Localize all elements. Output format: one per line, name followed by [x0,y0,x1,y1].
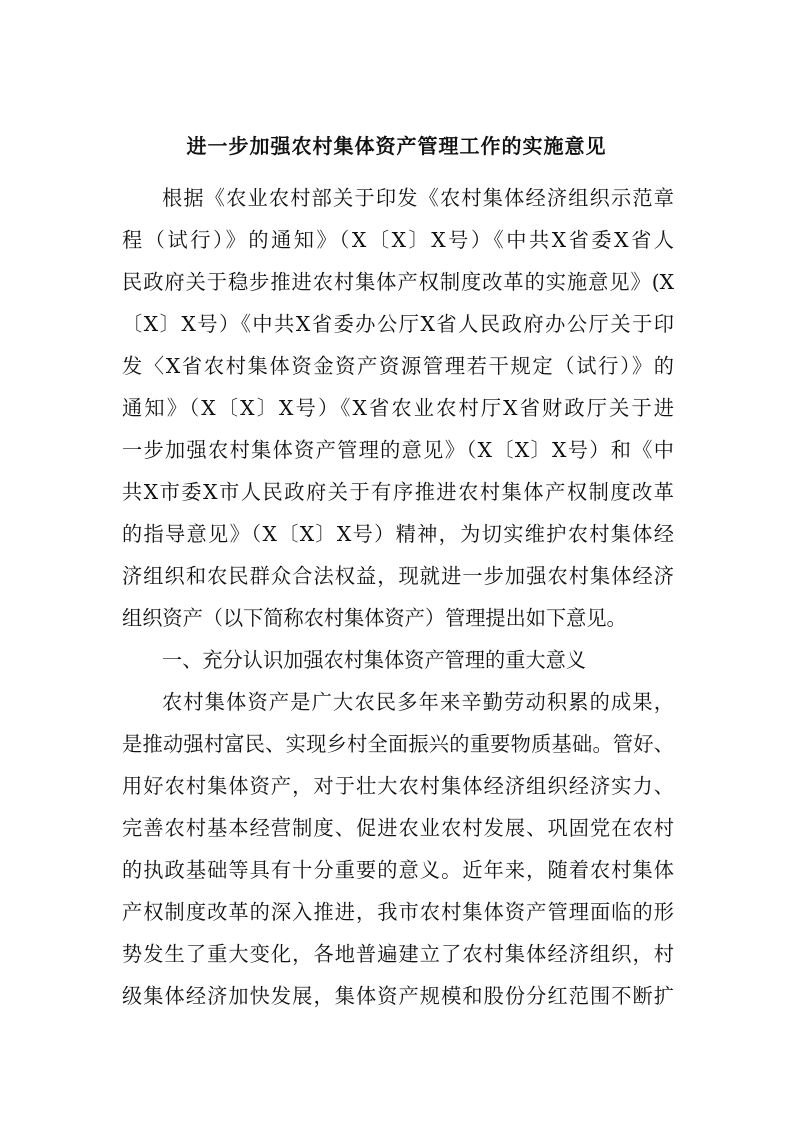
paragraph-line: 用好农村集体资产，对于壮大农村集体经济组织经济实力、 [122,774,674,798]
paragraph-line: 通知》（X〔X〕X号）《X省农业农村厅X省财政厅关于进 [122,396,674,420]
paragraph-line: 共X市委X市人民政府关于有序推进农村集体产权制度改革 [122,480,674,504]
paragraph-line: 产权制度改革的深入推进，我市农村集体资产管理面临的形 [122,900,674,924]
paragraph-line: 〔X〕X号）《中共X省委办公厅X省人民政府办公厅关于印 [122,312,674,336]
paragraph-line: 程（试行）》的通知》（X〔X〕X号）《中共X省委X省人 [122,228,674,252]
paragraph-line: 根据《农业农村部关于印发《农村集体经济组织示范章 [162,186,674,210]
paragraph-line: 是推动强村富民、实现乡村全面振兴的重要物质基础。管好、 [122,732,674,756]
paragraph-line: 的指导意见》（X〔X〕X号）精神，为切实维护农村集体经 [122,522,674,546]
section-heading: 一、充分认识加强农村集体资产管理的重大意义 [162,648,586,672]
paragraph-line: 一步加强农村集体资产管理的意见》（X〔X〕X号）和《中 [122,438,674,462]
paragraph-line: 发〈X省农村集体资金资产资源管理若干规定（试行）》的 [122,354,674,378]
paragraph-line: 的执政基础等具有十分重要的意义。近年来，随着农村集体 [122,858,674,882]
paragraph-line: 完善农村基本经营制度、促进农业农村发展、巩固党在农村 [122,816,674,840]
document-title: 进一步加强农村集体资产管理工作的实施意见 [186,134,607,158]
paragraph-line: 组织资产（以下简称农村集体资产）管理提出如下意见。 [122,606,627,630]
paragraph-line: 势发生了重大变化，各地普遍建立了农村集体经济组织，村 [122,942,674,966]
paragraph-line: 级集体经济加快发展，集体资产规模和股份分红范围不断扩 [122,984,674,1008]
paragraph-line: 济组织和农民群众合法权益，现就进一步加强农村集体经济 [122,564,674,588]
paragraph-line: 农村集体资产是广大农民多年来辛勤劳动积累的成果， [162,690,674,714]
paragraph-line: 民政府关于稳步推进农村集体产权制度改革的实施意见》(X [122,270,674,294]
